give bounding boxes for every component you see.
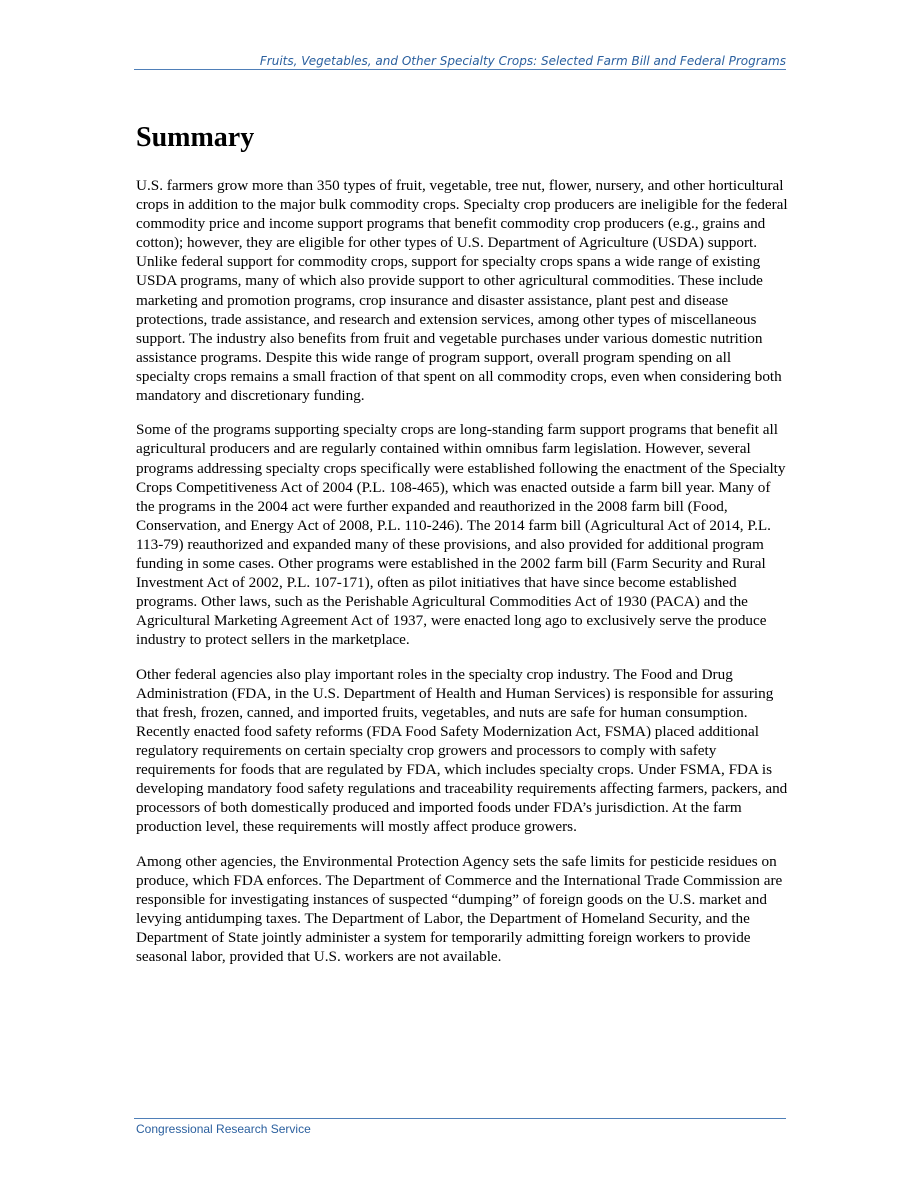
paragraph: Some of the programs supporting specialty crops are long-standing farm support programs that benefit all agricultural producers and are regularly contained within omnibus farm legislation. However, several programs addressing specialty crops specifically were established following the enactment of the Specialty Crops Competitiveness Act of 2004 (P.L. 108-465), which was enacted outside a farm bill year. Many of the programs in the 2004 act were further expanded and reauthorized in the 2008 farm bill (Food, Conservation, and Energy Act of 2008, P.L. 110-246). The 2014 farm bill (Agricultural Act of 2014, P.L. 113-79) reauthorized and expanded many of these provisions, and also provided for additional program funding in some cases. Other programs were established in the 2002 farm bill (Farm Security and Rural Investment Act of 2002, P.L. 107-171), often as pilot initiatives that have since become established programs. Other laws, such as the Perishable Agricultural Commodities Act of 1930 (PACA) and the Agricultural Marketing Agreement Act of 1937, were enacted long ago to exclusively serve the produce industry to protect sellers in the marketplace. (136, 421, 786, 649)
paragraph: U.S. farmers grow more than 350 types of fruit, vegetable, tree nut, flower, nursery, and other horticultural crops in addition to the major bulk commodity crops. Specialty crop producers are ineligible for the federal commodity price and income support programs that benefit commodity crop producers (e.g., grains and cotton); however, they are eligible for other types of U.S. Department of Agriculture (USDA) support. Unlike federal support for commodity crops, support for specialty crops spans a wide range of existing USDA programs, many of which also provide support to other agricultural commodities. These include marketing and promotion programs, crop insurance and disaster assistance, plant pest and disease protections, trade assistance, and research and extension services, among other types of miscellaneous support. The industry also benefits from fruit and vegetable purchases under various domestic nutrition assistance programs. Despite this wide range of program support, overall program spending on all specialty crops remains a small fraction of that spent on all commodity crops, even when considering both mandatory and discretionary funding. (136, 177, 788, 405)
footer-divider (134, 1118, 786, 1119)
running-header: Fruits, Vegetables, and Other Specialty Crops: Selected Farm Bill and Federal Programs (259, 54, 786, 68)
page-title: Summary (136, 122, 255, 153)
footer-source: Congressional Research Service (136, 1122, 311, 1136)
header-divider (134, 69, 786, 70)
paragraph: Other federal agencies also play important roles in the specialty crop industry. The Food and Drug Administration (FDA, in the U.S. Department of Health and Human Services) is responsible for assuring that fresh, frozen, canned, and imported fruits, vegetables, and nuts are safe for human consumption. Recently enacted food safety reforms (FDA Food Safety Modernization Act, FSMA) placed additional regulatory requirements on certain specialty crop growers and processors to comply with safety requirements for foods that are regulated by FDA, which includes specialty crops. Under FSMA, FDA is developing mandatory food safety regulations and traceability requirements affecting farmers, packers, and processors of both domestically produced and imported foods under FDA’s jurisdiction. At the farm production level, these requirements will mostly affect produce growers. (136, 665, 788, 836)
paragraph: Among other agencies, the Environmental Protection Agency sets the safe limits for pesticide residues on produce, which FDA enforces. The Department of Commerce and the International Trade Commission are responsible for investigating instances of suspected “dumping” of foreign goods on the U.S. market and levying antidumping taxes. The Department of Labor, the Department of Homeland Security, and the Department of State jointly administer a system for temporarily admitting foreign workers to provide seasonal labor, provided that U.S. workers are not available. (136, 852, 783, 966)
summary-body (136, 176, 788, 981)
